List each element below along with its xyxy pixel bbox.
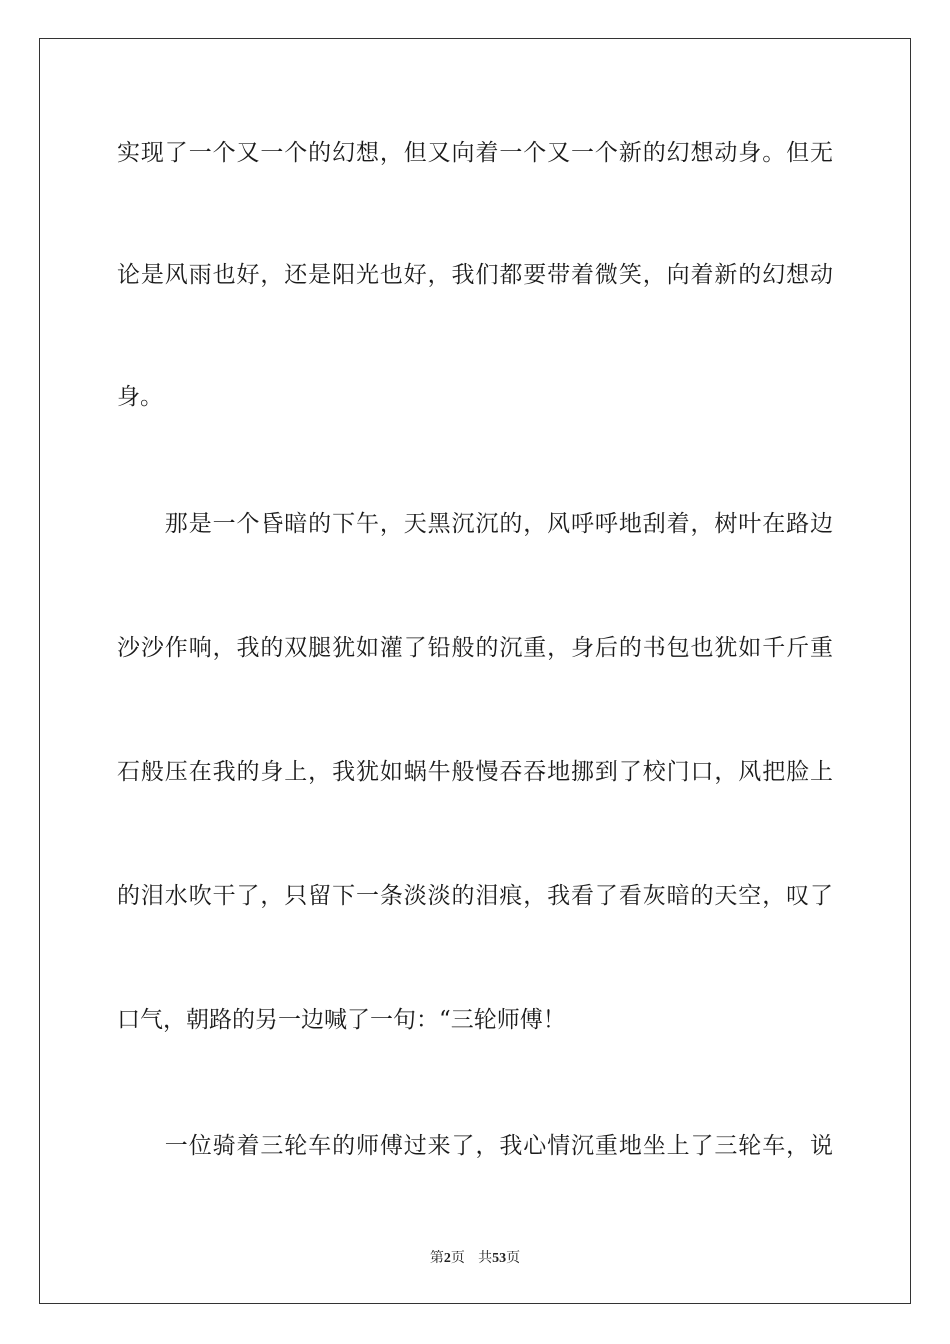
text-line-3: 身。 <box>117 384 163 410</box>
total-prefix: 共 <box>478 1250 493 1266</box>
page-suffix: 页 <box>450 1250 465 1266</box>
total-suffix: 页 <box>506 1250 521 1266</box>
page-number: 2 <box>443 1251 451 1266</box>
page-prefix: 第 <box>429 1250 444 1266</box>
text-line-4: 那是一个昏暗的下午，天黑沉沉的，风呼呼地刮着，树叶在路边 <box>117 511 833 537</box>
text-line-1: 实现了一个又一个的幻想，但又向着一个又一个新的幻想动身。但无 <box>117 140 833 166</box>
total-pages: 53 <box>492 1251 507 1266</box>
page-border <box>39 38 911 1304</box>
text-line-2: 论是风雨也好，还是阳光也好，我们都要带着微笑，向着新的幻想动 <box>117 262 833 288</box>
text-line-5: 沙沙作响，我的双腿犹如灌了铅般的沉重，身后的书包也犹如千斤重 <box>117 635 833 661</box>
text-line-7: 的泪水吹干了，只留下一条淡淡的泪痕，我看了看灰暗的天空，叹了 <box>117 883 833 909</box>
text-line-9: 一位骑着三轮车的师傅过来了，我心情沉重地坐上了三轮车，说 <box>117 1133 833 1159</box>
text-line-6: 石般压在我的身上，我犹如蜗牛般慢吞吞地挪到了校门口，风把脸上 <box>117 759 833 785</box>
text-line-8: 口气，朝路的另一边喊了一句：“三轮师傅！ <box>117 1007 566 1033</box>
page-footer <box>0 1247 950 1267</box>
